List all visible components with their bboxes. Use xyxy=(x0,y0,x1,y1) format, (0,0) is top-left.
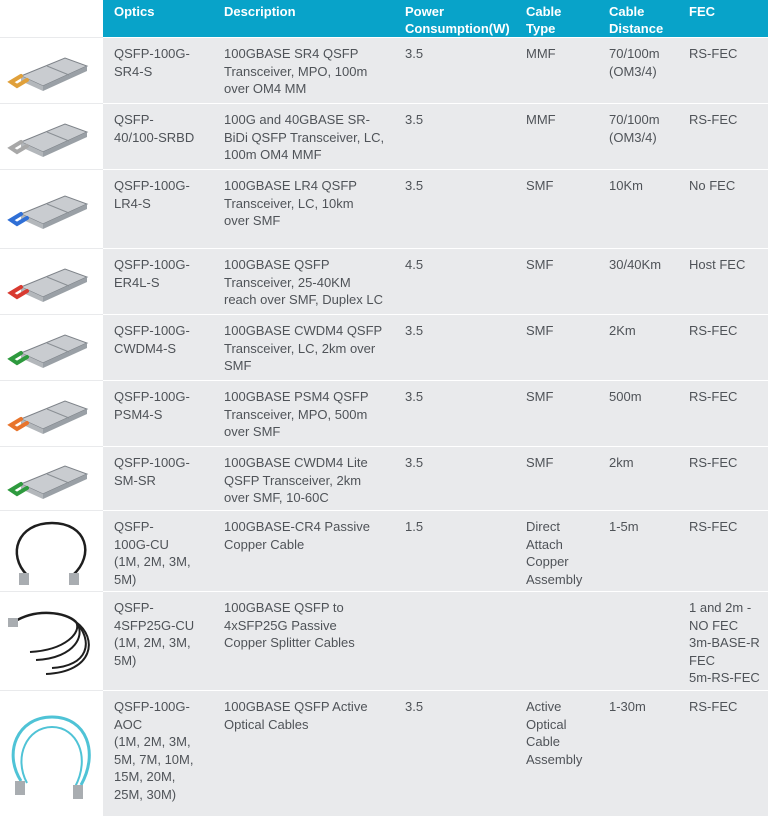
description-cell: 100GBASE QSFP Transceiver, 25-40KM reach over SMF, Duplex LC xyxy=(213,249,394,315)
optic-cell: QSFP- 40/100-SRBD xyxy=(103,104,213,170)
cable-distance-cell: 70/100m (OM3/4) xyxy=(598,104,678,170)
qsfp-transceiver-icon xyxy=(0,104,103,170)
description-cell: 100G and 40GBASE SR- BiDi QSFP Transceiver, LC, 100m OM4 MMF xyxy=(213,104,394,170)
power-cell xyxy=(394,592,515,691)
cable-type-cell: SMF xyxy=(515,170,598,249)
optic-cell: QSFP-100G- CWDM4-S xyxy=(103,315,213,381)
fec-cell: RS-FEC xyxy=(678,381,768,447)
table-row xyxy=(0,691,768,816)
cable-distance-cell: 70/100m (OM3/4) xyxy=(598,38,678,104)
cable-type-cell: Direct Attach Copper Assembly xyxy=(515,511,598,592)
description-cell: 100GBASE CWDM4 Lite QSFP Transceiver, 2km over SMF, 10-60C xyxy=(213,447,394,511)
table-row xyxy=(0,447,768,511)
fec-cell: No FEC xyxy=(678,170,768,249)
optic-cell: QSFP-100G- ER4L-S xyxy=(103,249,213,315)
power-cell: 3.5 xyxy=(394,691,515,816)
cable-distance-cell: 2Km xyxy=(598,315,678,381)
qsfp-transceiver-icon xyxy=(0,38,103,104)
cable-type-cell: SMF xyxy=(515,249,598,315)
cable-type-cell: SMF xyxy=(515,447,598,511)
power-cell: 3.5 xyxy=(394,104,515,170)
fec-cell: RS-FEC xyxy=(678,38,768,104)
header-row xyxy=(0,0,768,38)
table-row xyxy=(0,170,768,249)
description-cell: 100GBASE LR4 QSFP Transceiver, LC, 10km over SMF xyxy=(213,170,394,249)
description-cell: 100GBASE SR4 QSFP Transceiver, MPO, 100m over OM4 MM xyxy=(213,38,394,104)
table-row xyxy=(0,38,768,104)
qsfp-transceiver-icon xyxy=(0,381,103,447)
header-image-col xyxy=(0,0,103,38)
cable-distance-cell: 10Km xyxy=(598,170,678,249)
fec-cell: Host FEC xyxy=(678,249,768,315)
optic-cell: QSFP-100G- SR4-S xyxy=(103,38,213,104)
fec-cell: RS-FEC xyxy=(678,447,768,511)
power-cell: 4.5 xyxy=(394,249,515,315)
cable-type-cell: MMF xyxy=(515,104,598,170)
optic-cell: QSFP-100G- PSM4-S xyxy=(103,381,213,447)
qsfp-transceiver-icon xyxy=(0,249,103,315)
optic-cell: QSFP-100G- LR4-S xyxy=(103,170,213,249)
cable-distance-cell: 1-5m xyxy=(598,511,678,592)
qsfp-transceiver-icon xyxy=(0,447,103,511)
cable-type-cell: SMF xyxy=(515,315,598,381)
qsfp-transceiver-icon xyxy=(0,170,103,249)
copper-cable-icon xyxy=(0,511,103,592)
table-row xyxy=(0,104,768,170)
header-power: Power Consumption(W) xyxy=(394,0,515,38)
header-fec: FEC xyxy=(678,0,768,38)
description-cell: 100GBASE-CR4 Passive Copper Cable xyxy=(213,511,394,592)
optic-cell: QSFP- 4SFP25G-CU (1M, 2M, 3M, 5M) xyxy=(103,592,213,691)
cable-distance-cell xyxy=(598,592,678,691)
cable-distance-cell: 30/40Km xyxy=(598,249,678,315)
description-cell: 100GBASE CWDM4 QSFP Transceiver, LC, 2km over SMF xyxy=(213,315,394,381)
table-row xyxy=(0,381,768,447)
fec-cell: RS-FEC xyxy=(678,104,768,170)
power-cell: 3.5 xyxy=(394,38,515,104)
power-cell: 3.5 xyxy=(394,447,515,511)
cable-distance-cell: 2km xyxy=(598,447,678,511)
cable-distance-cell: 1-30m xyxy=(598,691,678,816)
optic-cell: QSFP-100G- AOC (1M, 2M, 3M, 5M, 7M, 10M, 15M, 20M, 25M, 30M) xyxy=(103,691,213,816)
aoc-cable-icon xyxy=(0,691,103,816)
header-cable-type: Cable Type xyxy=(515,0,598,38)
table-row xyxy=(0,592,768,691)
optic-cell: QSFP- 100G-CU (1M, 2M, 3M, 5M) xyxy=(103,511,213,592)
description-cell: 100GBASE QSFP to 4xSFP25G Passive Copper Splitter Cables xyxy=(213,592,394,691)
power-cell: 3.5 xyxy=(394,170,515,249)
cable-distance-cell: 500m xyxy=(598,381,678,447)
qsfp-transceiver-icon xyxy=(0,315,103,381)
power-cell: 3.5 xyxy=(394,315,515,381)
fec-cell: RS-FEC xyxy=(678,315,768,381)
cable-type-cell: MMF xyxy=(515,38,598,104)
table-row xyxy=(0,249,768,315)
fec-cell: RS-FEC xyxy=(678,691,768,816)
fec-cell: RS-FEC xyxy=(678,511,768,592)
optic-cell: QSFP-100G- SM-SR xyxy=(103,447,213,511)
description-cell: 100GBASE PSM4 QSFP Transceiver, MPO, 500m over SMF xyxy=(213,381,394,447)
cable-type-cell: Active Optical Cable Assembly xyxy=(515,691,598,816)
cable-type-cell: SMF xyxy=(515,381,598,447)
power-cell: 3.5 xyxy=(394,381,515,447)
table-row xyxy=(0,511,768,592)
table-row xyxy=(0,315,768,381)
power-cell: 1.5 xyxy=(394,511,515,592)
fec-cell: 1 and 2m - NO FEC 3m-BASE-R FEC 5m-RS-FEC xyxy=(678,592,768,691)
cable-type-cell xyxy=(515,592,598,691)
splitter-cable-icon xyxy=(0,592,103,691)
header-optics: Optics xyxy=(103,0,213,38)
description-cell: 100GBASE QSFP Active Optical Cables xyxy=(213,691,394,816)
header-description: Description xyxy=(213,0,394,38)
header-cable-distance: Cable Distance xyxy=(598,0,678,38)
